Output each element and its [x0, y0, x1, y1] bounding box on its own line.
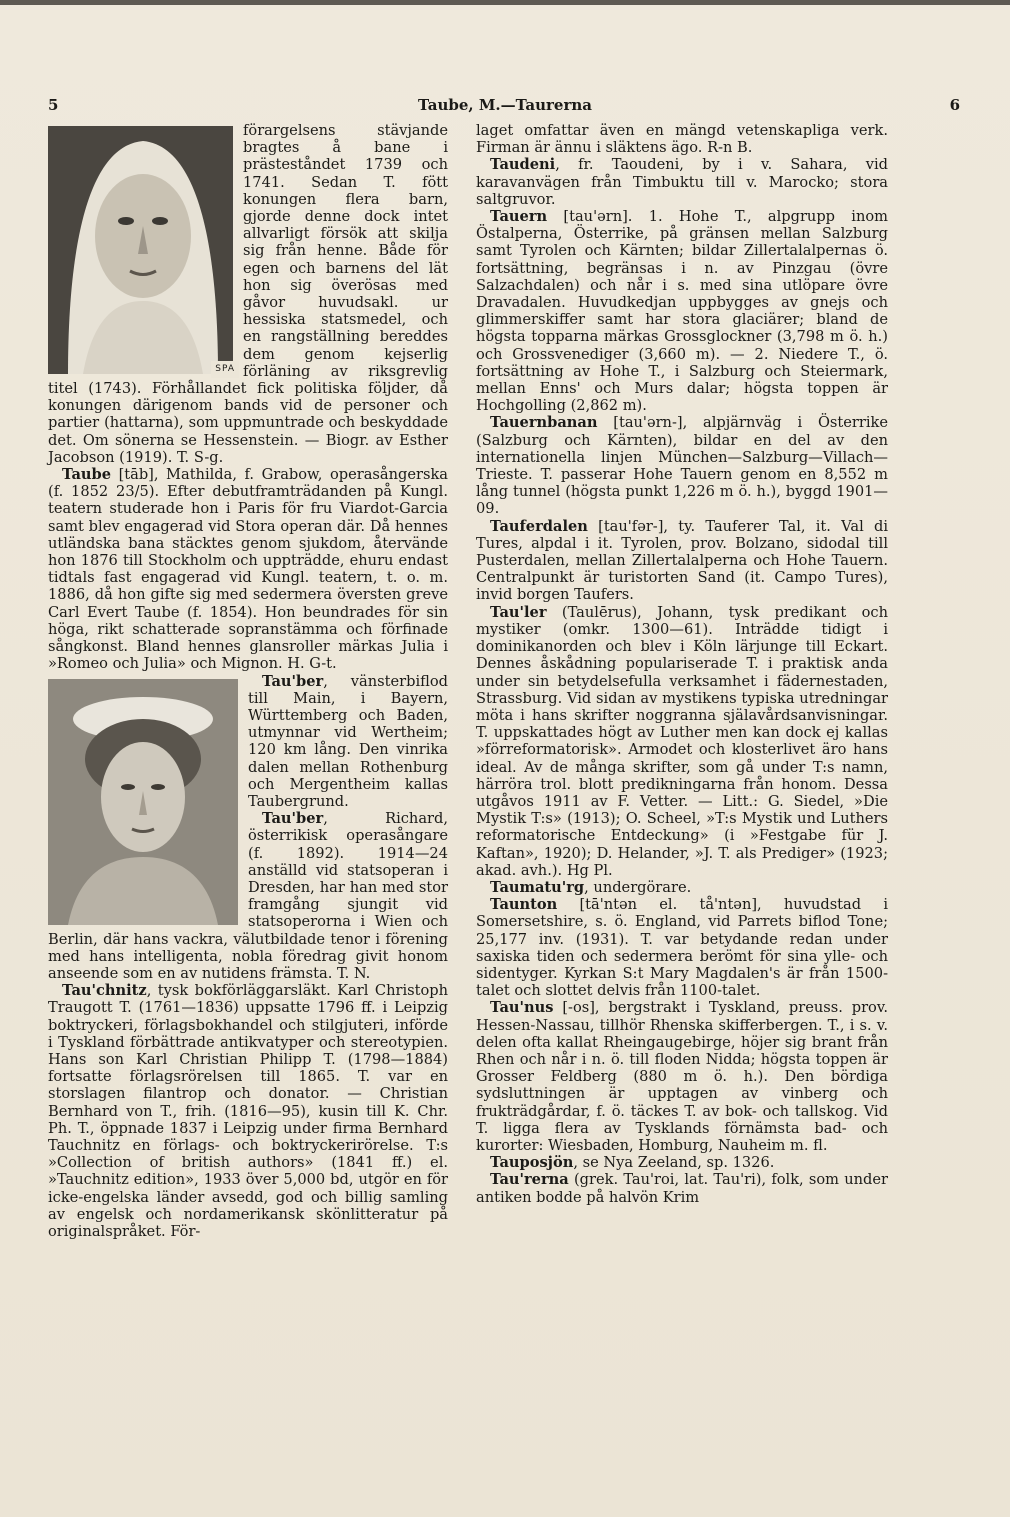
entry-taunton — [476, 896, 888, 999]
right-column — [476, 122, 888, 1206]
entry-taurerna — [476, 1171, 888, 1205]
entry-headword: Tau'rerna — [490, 1171, 569, 1189]
entry-body: , Richard, österrikisk operasångare (f. 1892). 1914—24 anställd vid statsoperan i Dresden, har han med stor framgång sjungit vid statsoperorna i Wien och Berlin, där hans vackra, välutbildade tenor i förening med hans intelligenta, nobla föredrag givit honom anseende som en av nutidens främsta. T. N. — [48, 810, 448, 982]
entry-body: [tau'ərn-], alpjärnväg i Österrike (Salzburg och Kärnten), bildar en del av den internationella linjen München—Salzburg—Villach—Trieste. T. passerar Hohe Tauern genom en 8,552 m lång tunnel (högsta punkt 1,226 m ö. h.), byggd 1901—09. — [476, 414, 888, 518]
entry-headword: Tauernbanan — [490, 414, 598, 432]
portrait-image — [48, 679, 238, 925]
entry-tauferdalen — [476, 518, 888, 604]
top-edge — [0, 0, 1010, 5]
left-column — [48, 122, 448, 1240]
entry-headword: Tau'ber — [262, 672, 324, 690]
entry-headword: Tauposjön — [490, 1154, 574, 1172]
entry-taube-mathilda — [48, 466, 448, 672]
entry-body: , undergörare. — [584, 878, 692, 896]
running-title: Taube, M.—Taurerna — [418, 96, 592, 114]
entry-tauern — [476, 208, 888, 414]
entry-text: laget omfattar även en mängd vetenskapliga verk. Firman är ännu i släktens ägo. R-n B. — [476, 122, 888, 157]
portrait-image — [48, 126, 233, 374]
portrait-mathilda-taube — [48, 679, 238, 925]
entry-tauler — [476, 604, 888, 879]
page-number-left: 5 — [48, 96, 59, 114]
entry-headword: Tauferdalen — [490, 517, 588, 535]
entry-text: förargelsens stävjande bragtes å bane i prästeståndet 1739 och 1741. Sedan T. fött konungen flera barn, gjorde denne dock intet allvarligt försök att skilja sig från henne. Både för egen och barnens del lät hon sig överösas med gåvor huvudsakl. ur hessiska statsmedel, och en rangställning bereddes dem genom kejserlig förläning av riksgrevlig titel (1743). Förhållandet fick politiska följder, då konungen därigenom bands vid de personer och partier (hattarna), som uppmuntrade och beskyddade det. Om sönerna se Hessenstein. — Biogr. av Esther Jacobson (1919). T. S-g. — [48, 122, 448, 466]
entry-body: [tau'fər-], ty. Tauferer Tal, it. Val di Tures, alpdal i it. Tyrolen, prov. Bolzano, sidodal till Pusterdalen, mellan Zillertalalperna och Hohe Tauern. Centralpunkt är turistorten Sand (it. Campo Tures), invid borgen Taufers. — [476, 517, 888, 604]
entry-taumaturg — [476, 879, 888, 896]
page-number-right: 6 — [949, 96, 960, 114]
entry-headword: Taudeni — [490, 156, 556, 174]
entry-body: , se Nya Zeeland, sp. 1326. — [573, 1154, 775, 1172]
portrait-caption: SPA — [211, 361, 239, 378]
entry-taunus — [476, 999, 888, 1154]
entry-headword: Taumatu'rg — [490, 878, 585, 896]
portrait-taube-hedvig — [48, 126, 233, 374]
entry-taudeni — [476, 156, 888, 208]
entry-body: , vänsterbiflod till Main, i Bayern, Württemberg och Baden, utmynnar vid Wertheim; 120 km lång. Den vinrika dalen mellan Rothenburg och Mergentheim kallas Taubergrund. — [248, 672, 448, 810]
entry-body: [tau'ərn]. 1. Hohe T., alpgrupp inom Östalperna, Österrike, på gränsen mellan Salzburg samt Tyrolen och Kärnten; bildar Zillertalalpernas ö. fortsättning, begränsas i n. av Pinzgau (övre Salzachdalen) och når i s. med sina utlöpare övre Dravadalen. Huvudkedjan uppbygges av gnejs och glimmerskiffer samt har stora glaciärer; bland de högsta topparna märkas Grossglockner (3,798 m ö. h.) och Grossvenediger (3,660 m). — 2. Niedere T., ö. fortsättning av Hohe T., i Salzburg och Steiermark, mellan Enns' och Murs dalar; högsta toppen är Hochgolling (2,862 m). — [476, 208, 888, 415]
entry-headword: Taube — [62, 466, 112, 484]
entry-headword: Tau'nus — [490, 999, 554, 1017]
entry-tauernbanan — [476, 414, 888, 517]
entry-headword: Tauern — [490, 208, 548, 226]
entry-headword: Tau'ber — [262, 810, 324, 828]
entry-body: , tysk bokförläggarsläkt. Karl Christoph Traugott T. (1761—1836) uppsatte 1796 ff. i Leipzig boktryckeri, förlagsbokhandel och stilgjuteri, införde i Tyskland förbättrade antikvatyper och stereotypien. Hans son Karl Christian Philipp T. (1798—1884) fortsatte förlagsrörelsen till 1865. T. var en storslagen filantrop och donator. — Christian Bernhard von T., frih. (1816—95), kusin till K. Chr. Ph. T., öppnade 1837 i Leipzig under firma Bernhard Tauchnitz en förlags- och boktryckerirörelse. T:s »Collection of british authors» (1841 ff.) el. »Tauchnitz edition», 1933 över 5,000 bd, utgör en för icke-engelska länder avsedd, god och billig samling av engelsk och nordamerikansk skönlitteratur på originalspråket. För- — [48, 982, 448, 1240]
entry-tauchnitz — [48, 982, 448, 1240]
entry-body: [-os], bergstrakt i Tyskland, preuss. prov. Hessen-Nassau, tillhör Rhenska skifferbergen. T., i s. v. delen ofta kallat Rheingaugebirge, höjer sig brant från Rhen och når i n. ö. till floden Nidda; högsta toppen är Grosser Feldberg (880 m ö. h.). Den bördiga sydsluttningen är upptagen av vinberg och frukträdgårdar, f. ö. täckes T. av bok- och tallskog. Vid T. ligga flera av Tysklands förnämsta bad- och kurorter: Wiesbaden, Homburg, Nauheim m. fl. — [476, 999, 888, 1154]
entry-headword: Tau'ler — [490, 603, 547, 621]
entry-body: (grek. Tau'roi, lat. Tau'ri), folk, som under antiken bodde på halvön Krim — [476, 1171, 888, 1206]
entry-body: , fr. Taoudeni, by i v. Sahara, vid karavanvägen från Timbuktu till v. Marocko; stora saltgruvor. — [476, 156, 888, 208]
entry-body: [tāb], Mathilda, f. Grabow, operasångerska (f. 1852 23/5). Efter debutframträdanden på Kungl. teatern studerade hon i Paris för fru Viardot-Garcia samt blev engagerad vid Stora operan där. Då hennes utländska bana stäcktes genom sjukdom, återvände hon 1876 till Stockholm och uppträdde, ehuru endast tidtals fast engagerad vid Kungl. teatern, t. o. m. 1886, då hon gifte sig med sedermera översten greve Carl Evert Taube (f. 1854). Hon beundrades för sin höga, rikt schatterade sopranstämma och förfinade sångkonst. Bland hennes glansroller märkas Julia i »Romeo och Julia» och Mignon. H. G-t. — [48, 466, 448, 673]
entry-body: (Taulērus), Johann, tysk predikant och mystiker (omkr. 1300—61). Inträdde tidigt i dominikanorden och blev i Köln lärjunge till Eckart. Dennes åskådning populariserade T. i praktisk anda under sin betydelsefulla verksamhet i fädernestaden, Strassburg. Vid sidan av mystikens typiska utredningar möta i hans skrifter noggranna själavårdsanvisningar. T. uppskattades högt av Luther men kan dock ej kallas »förreformatorisk». Armodet och klosterlivet äro hans ideal. Av de många skrifter, som gå under T:s namn, härröra trol. blott predikningarna från honom. Dessa utgåvos 1911 av F. Vetter. — Litt.: G. Siedel, »Die Mystik T:s» (1913); O. Scheel, »T:s Mystik und Luthers reformatorische Entdeckung» (i »Festgabe für J. Kaftan», 1920); D. Helander, »J. T. als Prediger» (1923; akad. avh.). Hg Pl. — [476, 603, 888, 879]
entry-headword: Taunton — [490, 896, 558, 914]
entry-tauposjon — [476, 1154, 888, 1171]
entry-headword: Tau'chnitz — [62, 982, 147, 1000]
entry-body: [tā'ntən el. tå'ntən], huvudstad i Somersetshire, s. ö. England, vid Parrets biflod Tone; 25,177 inv. (1931). T. var betydande redan under saxiska tiden och sedermera berömt för sina ylle- och sidentyger. Kyrkan S:t Mary Magdalen's är från 1500-talet och slottet delvis från 1100-talet. — [476, 896, 888, 1000]
